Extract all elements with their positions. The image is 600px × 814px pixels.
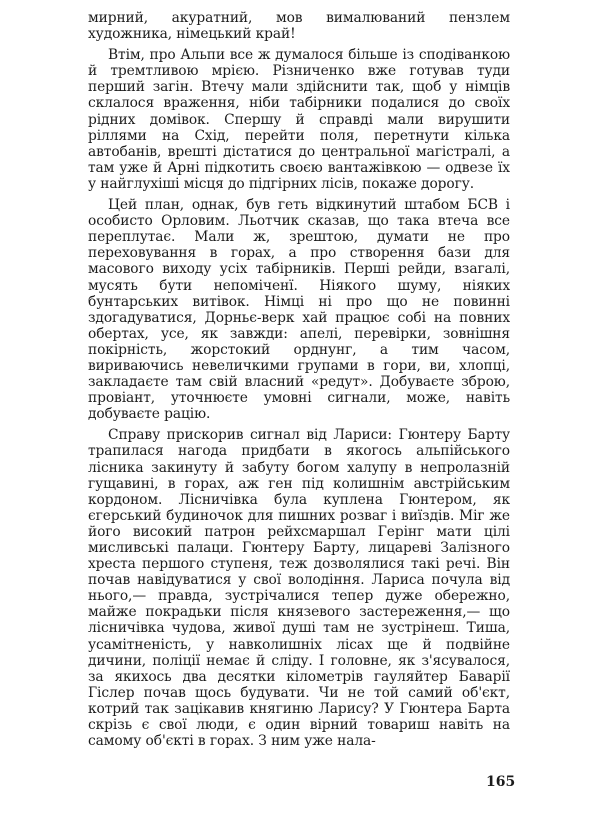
- paragraph: Цей план, однак, був геть відкинутий штабом БСВ і особисто Орловим. Льотчик сказав, що така втеча все переплутає. Мали ж, зрештою, думати не про переховування в горах, а про створення бази для масового виходу усіх табірників. Перші рейди, взагалі, мусять бути непоміченї. Ніякого шуму, ніяких бунтарських витівок. Німці ні про що не повинні здогадуватися, Дорньє-верк хай працює собі на повних обертах, усе, як завжди: апелі, перевірки, зовнішня покірність, жорстокий орднунг, а тим часом, вириваючись невеличкими групами в гори, ви, хлопці, закладаєте там свій власний «редут». Добуваєте зброю, провіант, уточнюєте умовні сигнали, може, навіть добуваєте рацію.: [88, 197, 510, 423]
- page-number: 165: [486, 774, 516, 790]
- paragraph-continuation: мирний, акуратний, мов вималюваний пензлем художника, німецький край!: [88, 10, 510, 43]
- paragraph: Втім, про Альпи все ж думалося більше із сподіванкою й тремтливою мрією. Різниченко вже готував туди перший загін. Втечу мали здійснити так, щоб у німців склалося враження, ніби табірники подалися до своїх рідних домівок. Спершу й справді мали вирушити ріллями на Схід, перейти поля, перетнути кілька автобанів, врешті дістатися до центральної магістралі, а там уже й Арні підкотить своєю вантажівкою — одвезе їх у найглухіші місця до підгірних лісів, покаже дорогу.: [88, 47, 510, 192]
- paragraph: Справу прискорив сигнал від Лариси: Гюнтеру Барту трапилася нагода придбати в якогось альпійського лісника закинуту й забуту богом халупу в непролазній гущавині, в горах, аж ген під колишнім австрійським кордоном. Лісничівка була куплена Гюнтером, як єгерський будиночок для пишних розваг і виїздів. Міг же його високий патрон рейхсмаршал Герінг мати цілі мисливські палаци. Гюнтеру Барту, лицареві Залізного хреста першого ступеня, теж дозволялися такі речі. Він почав навідуватися у свої володіння. Лариса почула від нього,— правда, зустрічалися тепер дуже обережно, майже покрадьки після князевого застереження,— що лісничівка чудова, живої душі там не зустрінеш. Тиша, усамітненість, у навколишніх лісах ще й подвійне дичини, поліції немає й сліду. І головне, як з'ясувалося, за якихось два десятки кілометрів гауляйтер Баварії Гіслер почав щось будувати. Чи не той самий об'єкт, котрий так зацікавив княгиню Ларису? У Гюнтера Барта скрізь є свої люди, є один вірний товариш навіть на самому об'єкті в горах. З ним уже нала-: [88, 427, 510, 750]
- body-text: [88, 10, 510, 749]
